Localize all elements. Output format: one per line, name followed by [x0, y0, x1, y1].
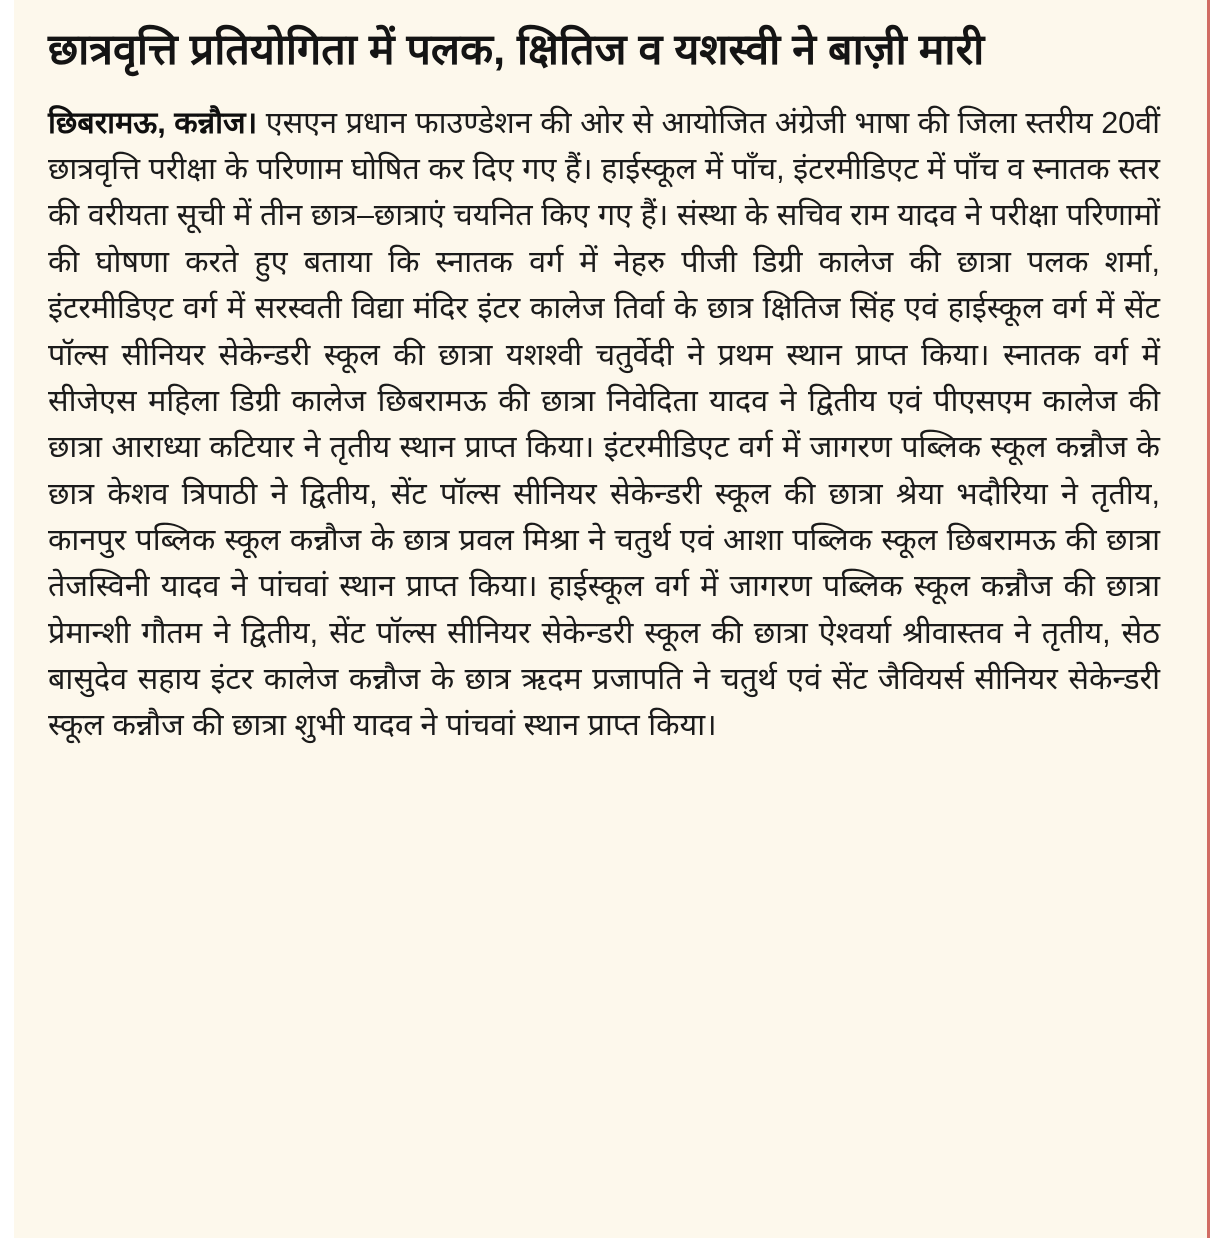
- right-column-rule: [1207, 0, 1210, 1238]
- article-dateline: छिबरामऊ, कन्नौज।: [48, 105, 258, 140]
- article-headline: छात्रवृत्ति प्रतियोगिता में पलक, क्षितिज व यशस्वी ने बाज़ी मारी: [48, 26, 985, 74]
- left-page-edge: [0, 0, 14, 1238]
- article-container: [48, 24, 1160, 749]
- article-body-text: एसएन प्रधान फाउण्डेशन की ओर से आयोजित अंग्रेजी भाषा की जिला स्तरीय 20वीं छात्रवृत्ति परीक्षा के परिणाम घोषित कर दिए गए हैं। हाईस्कूल में पाँच, इंटरमीडिएट में पाँच व स्नातक स्तर की वरीयता सूची में तीन छात्र–छात्राएं चयनित किए गए हैं। संस्था के सचिव राम यादव ने परीक्षा परिणामों की घोषणा करते हुए बताया कि स्नातक वर्ग में नेहरु पीजी डिग्री कालेज की छात्रा पलक शर्मा, इंटरमीडिएट वर्ग में सरस्वती विद्या मंदिर इंटर कालेज तिर्वा के छात्र क्षितिज सिंह एवं हाईस्कूल वर्ग में सेंट पॉल्स सीनियर सेकेन्डरी स्कूल की छात्रा यशश्वी चतुर्वेदी ने प्रथम स्थान प्राप्त किया। स्नातक वर्ग में सीजेएस महिला डिग्री कालेज छिबरामऊ की छात्रा निवेदिता यादव ने द्वितीय एवं पीएसएम कालेज की छात्रा आराध्या कटियार ने तृतीय स्थान प्राप्त किया। इंटरमीडिएट वर्ग में जागरण पब्लिक स्कूल कन्नौज के छात्र केशव त्रिपाठी ने द्वितीय, सेंट पॉल्स सीनियर सेकेन्डरी स्कूल की छात्रा श्रेया भदौरिया ने तृतीय, कानपुर पब्लिक स्कूल कन्नौज के छात्र प्रवल मिश्रा ने चतुर्थ एवं आशा पब्लिक स्कूल छिबरामऊ की छात्रा तेजस्विनी यादव ने पांचवां स्थान प्राप्त किया। हाईस्कूल वर्ग में जागरण पब्लिक स्कूल कन्नौज की छात्रा प्रेमान्शी गौतम ने द्वितीय, सेंट पॉल्स सीनियर सेकेन्डरी स्कूल की छात्रा ऐश्वर्या श्रीवास्तव ने तृतीय, सेठ बासुदेव सहाय इंटर कालेज कन्नौज के छात्र ऋदम प्रजापति ने चतुर्थ एवं सेंट जैवियर्स सीनियर सेकेन्डरी स्कूल कन्नौज की छात्रा शुभी यादव ने पांचवां स्थान प्राप्त किया।: [48, 105, 1160, 743]
- right-page-edge: [1210, 0, 1220, 1238]
- article-body: [48, 100, 1160, 749]
